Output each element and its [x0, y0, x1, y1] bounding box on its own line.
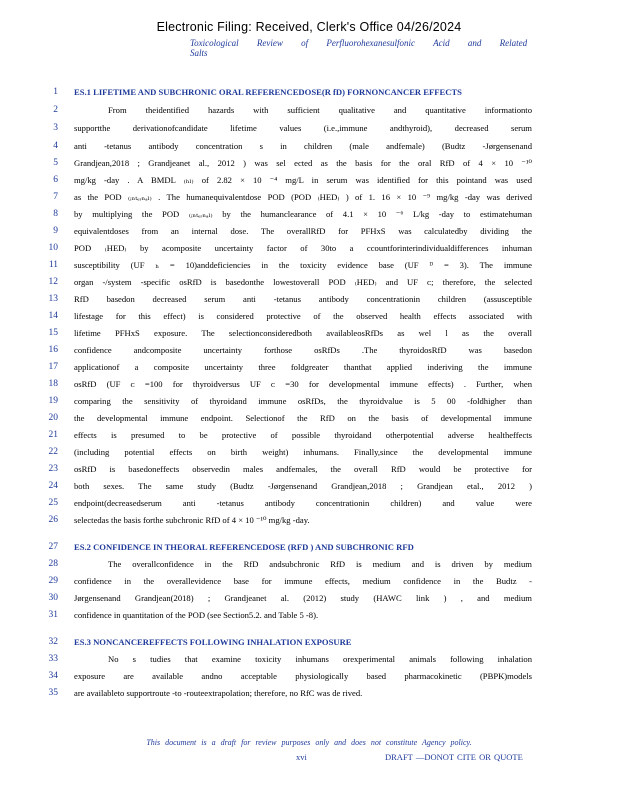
line-text: equivalentdoses from an internal dose. The overallRfD for PFHxS was calculatedby dividing the: [74, 226, 532, 236]
line-number: 7: [53, 192, 58, 202]
text-line: [0, 102, 618, 118]
line-text: by multiplying the POD ₍ᵢₙₜₑᵣₙₐₗ₎ by the humanclearance of 4.1 × 10 ⁻⁶ L/kg -day to estimatehuman: [74, 209, 532, 219]
text-line: [0, 573, 618, 589]
line-number: 25: [48, 498, 58, 508]
text-line: [0, 590, 618, 606]
text-line: [0, 189, 618, 205]
text-line: [0, 393, 618, 409]
text-line: [0, 651, 618, 667]
line-number: 26: [48, 515, 58, 525]
line-number: 1: [53, 87, 58, 97]
filing-stamp: Electronic Filing: Received, Clerk's Office 04/26/2024: [156, 20, 462, 34]
text-line: [0, 172, 618, 188]
running-title: Toxicological Review of Perfluorohexanesulfonic Acid and Related Salts: [190, 38, 528, 58]
text-line: [0, 607, 618, 623]
line-text: RfD basedon decreased serum anti -tetanus antibody concentrationin children (assusceptible: [74, 294, 532, 304]
line-number: 10: [48, 243, 58, 253]
section-heading: ES.2 CONFIDENCE IN THEORAL REFERENCEDOSE (RFD ) AND SUBCHRONIC RFD: [74, 542, 414, 552]
text-line: [0, 410, 618, 426]
line-number: 3: [53, 123, 58, 133]
text-line: [0, 685, 618, 701]
line-number: 4: [53, 141, 58, 151]
line-number: 28: [48, 559, 58, 569]
line-text: supportthe derivationofcandidate lifetime values (i.e.,immune andthyroid), decreased serum: [74, 123, 532, 133]
line-text: From theidentified hazards with sufficient qualitative and quantitative informationto: [108, 105, 532, 115]
text-line: [0, 308, 618, 324]
line-text: osRfD (UF ᴄ =100 for thyroidversus UF ᴄ =30 for developmental immune effects) . Further, when: [74, 379, 532, 389]
line-text: mg/kg -day . A BMDL ₍ₕₗ₎ of 2.82 × 10 ⁻⁴ mg/L in serum was identified for this pointand was used: [74, 175, 532, 185]
line-text: POD ₍HED₎ by acomposite uncertainty factor of 30to a ccountforinterindividualdifferences inhuman: [74, 243, 532, 253]
section-heading: ES.1 LIFETIME AND SUBCHRONIC ORAL REFERENCEDOSE(R fD) FORNONCANCER EFFECTS: [74, 87, 462, 97]
line-number: 16: [48, 345, 58, 355]
line-number: 24: [48, 481, 58, 491]
line-text: lifestage for this effect) is considered protective of the observed health effects associated with: [74, 311, 532, 321]
text-line: [0, 478, 618, 494]
text-line: [0, 206, 618, 222]
section-heading-line: [0, 84, 618, 100]
text-line: [0, 325, 618, 341]
line-number: 13: [48, 294, 58, 304]
line-number: 6: [53, 175, 58, 185]
section-heading: ES.3 NONCANCEREFFECTS FOLLOWING INHALATION EXPOSURE: [74, 637, 352, 647]
text-line: [0, 257, 618, 273]
line-text: osRfD is basedoneffects observedin males andfemales, the overall RfD would be protective for: [74, 464, 532, 474]
line-number: 9: [53, 226, 58, 236]
line-text: No s tudies that examine toxicity inhumans orexperimental animals following inhalation: [108, 654, 532, 664]
line-text: both sexes. The same study (Budtz -Jørgensenand Grandjean,2018 ; Grandjean etal., 2012 ): [74, 481, 532, 491]
line-number: 5: [53, 158, 58, 168]
draft-disclaimer: This document is a draft for review purposes only and does not constitute Agency policy.: [146, 738, 472, 747]
line-text: comparing the sensitivity of thyroidand immune osRfDs, the thyroidvalue is 5 00 -foldhigher than: [74, 396, 532, 406]
line-number: 11: [48, 260, 58, 270]
line-text: lifetime PFHxS exposure. The selectionconsideredboth availableosRfDs as wel l as the overall: [74, 328, 532, 338]
text-line: [0, 138, 618, 154]
text-line: [0, 495, 618, 511]
text-line: [0, 427, 618, 443]
line-number: 35: [48, 688, 58, 698]
line-number: 19: [48, 396, 58, 406]
draft-notice: DRAFT —DONOT CITE OR QUOTE: [385, 752, 523, 762]
line-number: 15: [48, 328, 58, 338]
text-line: [0, 240, 618, 256]
line-number: 20: [48, 413, 58, 423]
line-number: 29: [48, 576, 58, 586]
section-heading-line: [0, 539, 618, 555]
text-line: [0, 512, 618, 528]
line-number: 27: [48, 542, 58, 552]
line-text: Jørgensenand Grandjean(2018) ; Grandjeanet al. (2012) study (HAWC link ) , and medium: [74, 593, 532, 603]
line-text: exposure are available andno acceptable physiologically based pharmacokinetic (PBPK)models: [74, 671, 532, 681]
page-number: xvi: [296, 752, 307, 762]
line-text: confidence andcomposite uncertainty forthose osRfDs .The thyroidosRfD was basedon: [74, 345, 532, 355]
line-number: 22: [48, 447, 58, 457]
line-number: 34: [48, 671, 58, 681]
line-number: 32: [48, 637, 58, 647]
text-line: [0, 444, 618, 460]
line-text: anti -tetanus antibody concentration s in children (male andfemale) (Budtz -Jørgensenand: [74, 141, 532, 151]
line-number: 12: [48, 277, 58, 287]
text-line: [0, 556, 618, 572]
line-number: 18: [48, 379, 58, 389]
text-line: [0, 668, 618, 684]
line-number: 2: [53, 105, 58, 115]
line-number: 14: [48, 311, 58, 321]
line-text: organ -/system -specific osRfD is basedonthe lowestoverall POD ₍HED₎ and UF ᴄ; therefore, the selected: [74, 277, 532, 287]
line-text: selectedas the basis forthe subchronic RfD of 4 × 10 ⁻¹⁰ mg/kg -day.: [74, 515, 310, 525]
line-number: 33: [48, 654, 58, 664]
line-text: the developmental immune endpoint. Selectionof the RfD on the basis of developmental immune: [74, 413, 532, 423]
line-text: (including potential effects on birth weight) inhumans. Finally,since the developmental immune: [74, 447, 532, 457]
text-line: [0, 461, 618, 477]
text-line: [0, 342, 618, 358]
line-text: are availableto supportroute -to -routeextrapolation; therefore, no RfC was de rived.: [74, 688, 363, 698]
line-number: 21: [48, 430, 58, 440]
section-heading-line: [0, 634, 618, 650]
line-number: 23: [48, 464, 58, 474]
line-number: 31: [48, 610, 58, 620]
line-number: 8: [53, 209, 58, 219]
text-line: [0, 155, 618, 171]
text-line: [0, 376, 618, 392]
line-text: confidence in quantitation of the POD (see Section5.2. and Table 5 -8).: [74, 610, 319, 620]
line-text: The overallconfidence in the RfD andsubchronic RfD is medium and is driven by medium: [108, 559, 532, 569]
text-line: [0, 274, 618, 290]
text-line: [0, 223, 618, 239]
line-text: as the POD ₍ᵢₙₜₑᵣₙₐₗ₎ . The humanequivalentdose POD (POD ₍HED₎ ) of 1. 16 × 10 ⁻⁹ mg/kg -day was derived: [74, 192, 532, 202]
line-text: endpoint(decreasedserum anti -tetanus antibody concentrationin children) and value were: [74, 498, 532, 508]
line-text: confidence in the overallevidence base for immune effects, medium confidence in the Budtz -: [74, 576, 532, 586]
line-text: applicationof a composite uncertainty three foldgreater thanthat applied inderiving the immune: [74, 362, 532, 372]
text-line: [0, 359, 618, 375]
text-line: [0, 291, 618, 307]
line-number: 30: [48, 593, 58, 603]
line-number: 17: [48, 362, 58, 372]
line-text: effects is presumed to be protective of possible thyroidand otherpotential adverse healtheffects: [74, 430, 532, 440]
text-line: [0, 120, 618, 136]
line-text: Grandjean,2018 ; Grandjeanet al., 2012 ) was sel ected as the basis for the oral RfD of 4 × 10 ⁻¹⁰: [74, 158, 532, 168]
line-text: susceptibility (UF ₕ = 10)anddeficiencies in the toxicity evidence base (UF ᴰ = 3). The immune: [74, 260, 532, 270]
